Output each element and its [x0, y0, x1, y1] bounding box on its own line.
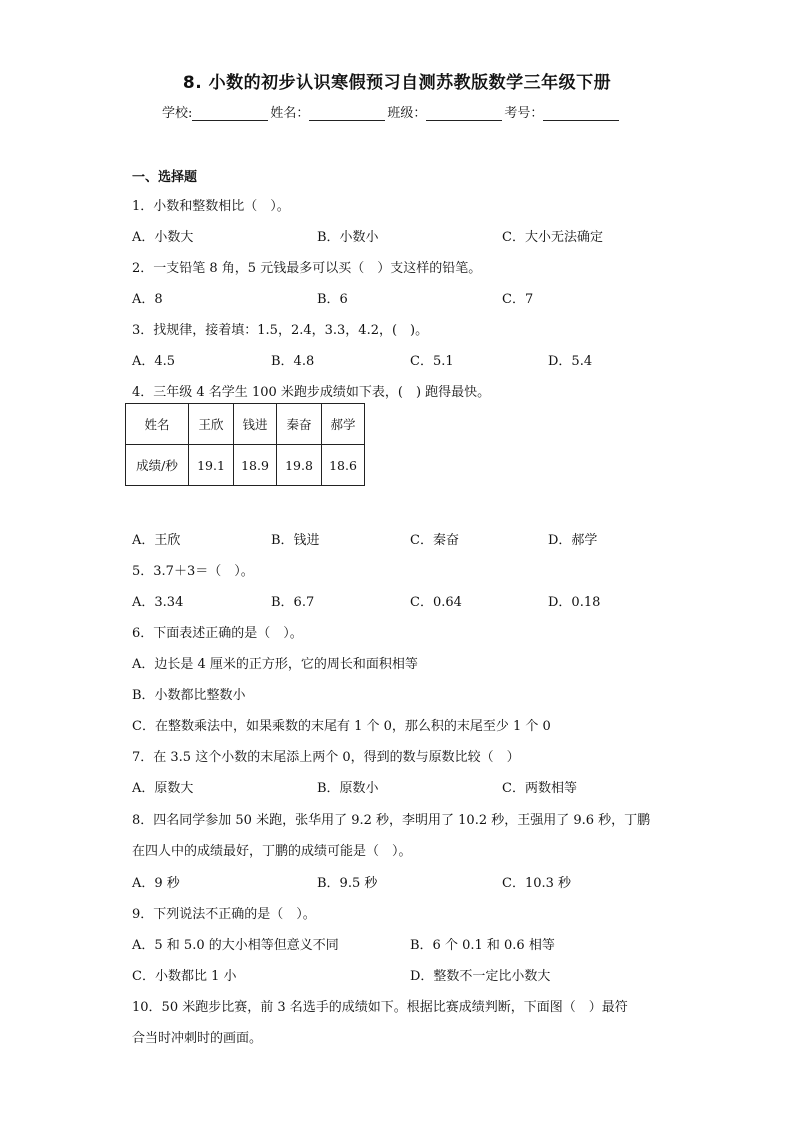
- school-blank[interactable]: [192, 106, 268, 121]
- question-6: 6．下面表述正确的是（ ）。: [132, 626, 303, 641]
- q4-option-b[interactable]: B．钱进: [271, 533, 320, 548]
- table-row: [126, 404, 365, 445]
- question-3: 3．找规律，接着填：1.5，2.4，3.3，4.2，( )。: [132, 323, 429, 338]
- q5-option-c[interactable]: C．0.64: [410, 595, 462, 610]
- q5-option-d[interactable]: D．0.18: [548, 595, 601, 610]
- table-row: [126, 445, 365, 486]
- table-cell: 郝学: [322, 404, 365, 445]
- q1-option-c[interactable]: C．大小无法确定: [502, 230, 603, 245]
- table-cell: 19.1: [189, 445, 234, 486]
- scores-table: [125, 403, 365, 486]
- question-8-line-2: 在四人中的成绩最好，丁鹏的成绩可能是（ ）。: [132, 844, 412, 859]
- table-cell: 18.6: [322, 445, 365, 486]
- q4-option-a[interactable]: A．王欣: [132, 533, 181, 548]
- q7-option-b[interactable]: B．原数小: [317, 781, 379, 796]
- section-title: 一、选择题: [132, 170, 198, 185]
- question-4: 4．三年级 4 名学生 100 米跑步成绩如下表，( ) 跑得最快。: [132, 385, 491, 400]
- question-8-line-1: 8．四名同学参加 50 米跑，张华用了 9.2 秒，李明用了 10.2 秒，王强用了 9.6 秒，丁鹏: [132, 813, 651, 828]
- table-cell: 秦奋: [277, 404, 322, 445]
- question-2: 2．一支铅笔 8 角，5 元钱最多可以买（ ）支这样的铅笔。: [132, 261, 482, 276]
- question-5: 5．3.7＋3＝（ ）。: [132, 564, 254, 579]
- question-10-line-1: 10．50 米跑步比赛，前 3 名选手的成绩如下。根据比赛成绩判断，下面图（ ）最符: [132, 1000, 628, 1015]
- question-7: 7．在 3.5 这个小数的末尾添上两个 0，得到的数与原数比较（ ）: [132, 750, 520, 765]
- student-info-row: [162, 102, 621, 121]
- table-cell: 18.9: [234, 445, 277, 486]
- table-cell: 19.8: [277, 445, 322, 486]
- name-label: 姓名：: [270, 106, 310, 121]
- q3-option-c[interactable]: C．5.1: [410, 354, 454, 369]
- q8-option-b[interactable]: B．9.5 秒: [317, 876, 378, 891]
- q2-option-b[interactable]: B．6: [317, 292, 348, 307]
- q9-option-b[interactable]: B．6 个 0.1 和 0.6 相等: [410, 938, 555, 953]
- page-title: 8. 小数的初步认识寒假预习自测苏教版数学三年级下册: [182, 73, 612, 93]
- q3-option-b[interactable]: B．4.8: [271, 354, 315, 369]
- q8-option-a[interactable]: A．9 秒: [132, 876, 180, 891]
- q6-option-b[interactable]: B．小数都比整数小: [132, 688, 246, 703]
- question-1: 1．小数和整数相比（ ）。: [132, 199, 290, 214]
- table-cell: 钱进: [234, 404, 277, 445]
- q9-option-c[interactable]: C．小数都比 1 小: [132, 969, 237, 984]
- q4-option-c[interactable]: C．秦奋: [410, 533, 459, 548]
- class-label: 班级：: [387, 106, 427, 121]
- q9-option-d[interactable]: D．整数不一定比小数大: [410, 969, 551, 984]
- q2-option-a[interactable]: A．8: [132, 292, 163, 307]
- q6-option-a[interactable]: A．边长是 4 厘米的正方形，它的周长和面积相等: [132, 657, 418, 672]
- class-blank[interactable]: [426, 106, 502, 121]
- q6-option-c[interactable]: C．在整数乘法中，如果乘数的末尾有 1 个 0，那么积的末尾至少 1 个 0: [132, 719, 551, 734]
- q4-option-d[interactable]: D．郝学: [548, 533, 598, 548]
- q8-option-c[interactable]: C．10.3 秒: [502, 876, 572, 891]
- q2-option-c[interactable]: C．7: [502, 292, 534, 307]
- table-cell: 姓名: [126, 404, 189, 445]
- q3-option-a[interactable]: A．4.5: [132, 354, 176, 369]
- q5-option-b[interactable]: B．6.7: [271, 595, 315, 610]
- q7-option-a[interactable]: A．原数大: [132, 781, 194, 796]
- q5-option-a[interactable]: A．3.34: [132, 595, 184, 610]
- number-blank[interactable]: [543, 106, 619, 121]
- table-cell: 成绩/秒: [126, 445, 189, 486]
- q1-option-b[interactable]: B．小数小: [317, 230, 379, 245]
- number-label: 考号：: [504, 106, 544, 121]
- q7-option-c[interactable]: C．两数相等: [502, 781, 577, 796]
- table-cell: 王欣: [189, 404, 234, 445]
- school-label: 学校:: [162, 106, 193, 121]
- question-9: 9．下列说法不正确的是（ ）。: [132, 907, 316, 922]
- question-10-line-2: 合当时冲刺时的画面。: [132, 1031, 263, 1046]
- q9-option-a[interactable]: A．5 和 5.0 的大小相等但意义不同: [132, 938, 339, 953]
- q1-option-a[interactable]: A．小数大: [132, 230, 194, 245]
- q3-option-d[interactable]: D．5.4: [548, 354, 593, 369]
- name-blank[interactable]: [309, 106, 385, 121]
